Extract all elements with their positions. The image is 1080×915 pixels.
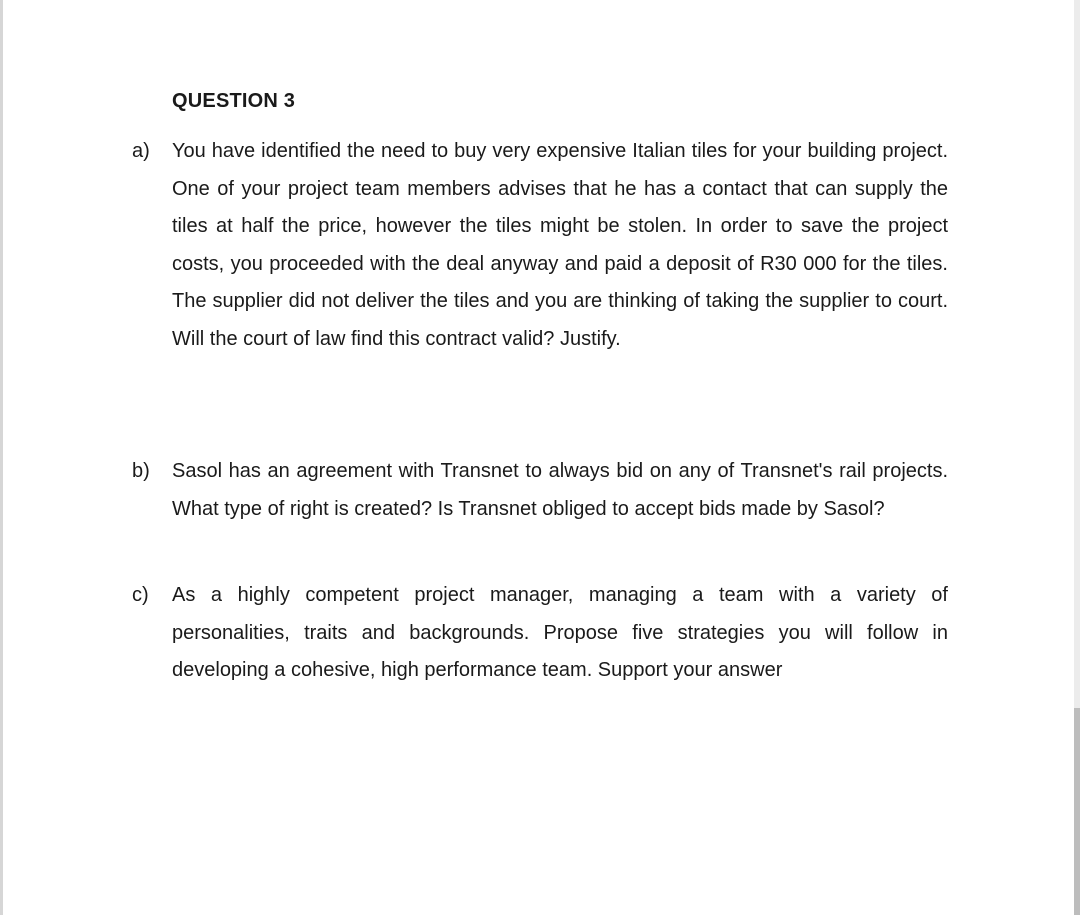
- question-heading: QUESTION 3: [172, 90, 296, 112]
- vertical-scrollbar[interactable]: [1074, 0, 1080, 915]
- question-a-text: You have identified the need to buy very expensive Italian tiles for your building project. One of your project team members advises that he has a contact that can supply the tiles at half the price, however the tiles might be stolen. In order to save the project costs, you proceeded with the deal anyway and paid a deposit of R30 000 for the tiles. The supplier did not deliver the tiles and you are thinking of taking the supplier to court. Will the court of law find this contract valid? Justify.: [172, 140, 948, 350]
- question-b-letter: b): [132, 460, 150, 482]
- question-a-letter: a): [132, 140, 150, 162]
- question-b-text: Sasol has an agreement with Transnet to always bid on any of Transnet's rail projects. What type of right is created? Is Transnet obliged to accept bids made by Sasol?: [172, 460, 948, 520]
- question-c-text: As a highly competent project manager, managing a team with a variety of personalities, traits and backgrounds. Propose five strategies you will follow in developing a cohesive, high performance team. Support your answer: [172, 584, 948, 681]
- scrollbar-thumb[interactable]: [1074, 708, 1080, 915]
- question-c-letter: c): [132, 584, 149, 606]
